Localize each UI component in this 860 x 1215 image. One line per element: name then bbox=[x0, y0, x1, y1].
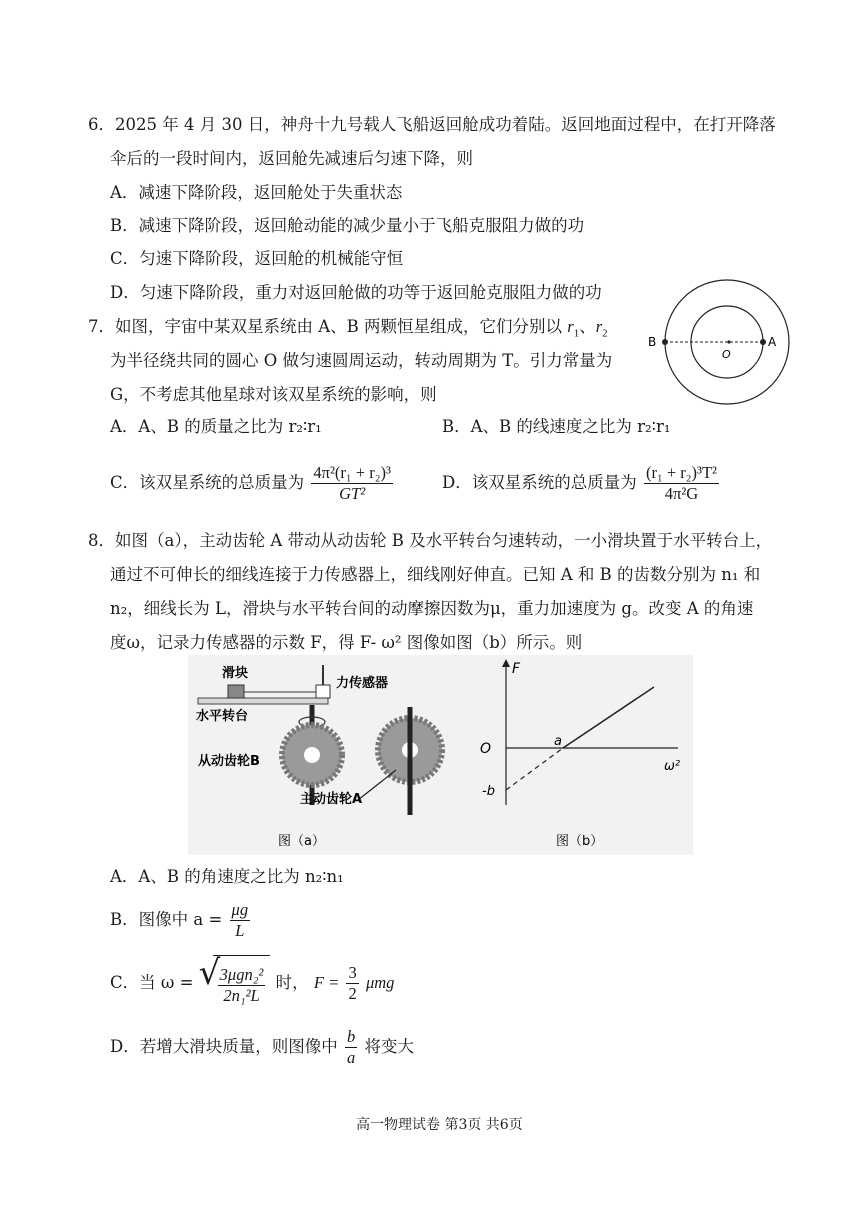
gear-a-label: 主动齿轮A bbox=[300, 792, 363, 807]
slider-block bbox=[228, 685, 244, 698]
q7-r1-sub: 1 bbox=[573, 327, 580, 340]
q8-option-b-denominator: L bbox=[235, 921, 245, 940]
q7-r1: r bbox=[567, 317, 574, 336]
orbit-center bbox=[727, 340, 730, 343]
q8-stem-line4: 度ω，记录力传感器的示数 F，得 F- ω² 图像如图（b）所示。则 bbox=[110, 633, 583, 652]
q7-option-b: B．A、B 的线速度之比为 r₂∶r₁ bbox=[442, 417, 671, 436]
caption-b: 图（b） bbox=[556, 834, 604, 849]
q7-option-c bbox=[110, 458, 395, 508]
radical-sign: √ bbox=[198, 953, 221, 993]
q6-option-c: C．匀速下降阶段，返回舱的机械能守恒 bbox=[110, 249, 404, 268]
q8-stem-line2: 通过不可伸长的细线连接于力传感器上，细线刚好伸直。已知 A 和 B 的齿数分别为 n₁ 和 bbox=[110, 565, 761, 584]
force-sensor bbox=[316, 685, 330, 698]
star-a bbox=[760, 339, 766, 345]
q7-stem-line2: 为半径绕共同的圆心 O 做匀速圆周运动，转动周期为 T。引力常量为 bbox=[110, 351, 613, 370]
q6-option-d: D．匀速下降阶段，重力对返回舱做的功等于返回舱克服阻力做的功 bbox=[110, 283, 602, 302]
q6-stem-line2: 伞后的一段时间内，返回舱先减速后匀速下降，则 bbox=[110, 149, 473, 168]
w-axis-label: ω² bbox=[664, 759, 681, 774]
q7-option-c-text: C．该双星系统的总质量为 bbox=[110, 473, 305, 492]
q8-option-b-text: B．图像中 a = bbox=[110, 910, 223, 929]
gear-b-label: 从动齿轮B bbox=[198, 754, 260, 769]
q6-option-a: A．减速下降阶段，返回舱处于失重状态 bbox=[110, 183, 403, 202]
q7-r2: r bbox=[595, 317, 603, 336]
q7-stem-line3: G，不考虑其他星球对该双星系统的影响，则 bbox=[110, 385, 437, 404]
gear-b-hub bbox=[304, 747, 320, 763]
q8-figures bbox=[188, 655, 693, 855]
q7-option-c-numerator: 4π²(r₁ + r₂)³ bbox=[313, 463, 391, 482]
q8-option-b bbox=[110, 896, 252, 944]
q7-option-d-numerator: (r₁ + r₂)³T² bbox=[645, 463, 717, 482]
q7-orbit-figure bbox=[642, 278, 792, 408]
q7-stem-text: 7．如图，宇宙中某双星系统由 A、B 两颗恒星组成，它们分别以 bbox=[88, 317, 568, 336]
q8-option-d-denominator: a bbox=[346, 1048, 356, 1067]
q8-stem-line3: n₂，细线长为 L，滑块与水平转台间的动摩擦因数为μ，重力加速度为 g。改变 A 的角速 bbox=[110, 599, 754, 618]
table-label: 水平转台 bbox=[196, 709, 249, 724]
label-o: O bbox=[722, 348, 731, 361]
q8-option-c-ffraction bbox=[346, 963, 358, 1004]
q8-option-d-numerator: b bbox=[346, 1027, 356, 1046]
q8-option-a: A．A、B 的角速度之比为 n₂∶n₁ bbox=[110, 867, 344, 886]
star-b bbox=[662, 339, 668, 345]
q8-option-d-pre: D．若增大滑块质量，则图像中 bbox=[110, 1037, 338, 1056]
q8-option-c-sqrt bbox=[199, 955, 271, 1012]
caption-a: 图（a） bbox=[278, 834, 325, 849]
q8-option-c-denominator: 2n₁²L bbox=[223, 985, 260, 1005]
q8-option-c-numerator: 3μgn₂² bbox=[219, 964, 264, 984]
sensor-label: 力传感器 bbox=[336, 676, 389, 691]
q8-option-d-fraction bbox=[345, 1027, 357, 1068]
origin-label: O bbox=[480, 741, 492, 757]
q7-sep: 、 bbox=[579, 317, 596, 336]
q8-option-b-numerator: μg bbox=[231, 900, 249, 919]
q8-option-c bbox=[110, 955, 394, 1011]
q7-option-d bbox=[442, 458, 721, 508]
q8-option-c-pre: C．当 ω = bbox=[110, 973, 194, 992]
q8-option-d-post: 将变大 bbox=[364, 1037, 414, 1056]
q6-option-b: B．减速下降阶段，返回舱动能的减少量小于飞船克服阻力做的功 bbox=[110, 216, 585, 235]
label-a: A bbox=[768, 335, 777, 349]
q8-option-b-fraction bbox=[230, 900, 251, 941]
q8-stem-line1: 8．如图（a），主动齿轮 A 带动从动齿轮 B 及水平转台匀速转动，一小滑块置于水平转台上， bbox=[88, 531, 773, 550]
label-b: B bbox=[648, 335, 657, 349]
q7-option-d-fraction bbox=[644, 463, 719, 504]
q8-option-c-fden: 2 bbox=[348, 984, 357, 1003]
f-axis-label: F bbox=[512, 661, 521, 677]
turntable bbox=[198, 698, 328, 704]
q7-option-d-denominator: 4π²G bbox=[664, 484, 699, 503]
q6-stem-line1: 6．2025 年 4 月 30 日，神舟十九号载人飞船返回舱成功着陆。返回地面过程中，在打开降落 bbox=[88, 115, 776, 134]
q7-option-d-text: D．该双星系统的总质量为 bbox=[442, 473, 637, 492]
q8-option-d bbox=[110, 1022, 414, 1072]
q8-option-c-mid: 时， bbox=[275, 973, 309, 992]
q8-option-c-f: F = bbox=[313, 973, 340, 992]
q7-stem-line1 bbox=[88, 316, 608, 344]
q8-option-c-fraction bbox=[218, 965, 266, 1006]
q7-r2-sub: 2 bbox=[602, 327, 608, 340]
q7-option-c-fraction bbox=[311, 463, 393, 504]
q7-option-a: A．A、B 的质量之比为 r₂∶r₁ bbox=[110, 417, 322, 436]
q8-option-c-tail: μmg bbox=[365, 973, 395, 992]
page-footer: 高一物理试卷 第3页 共6页 bbox=[356, 1117, 523, 1133]
q8-option-c-fnum: 3 bbox=[348, 963, 357, 982]
a-label: a bbox=[554, 734, 562, 749]
q7-option-c-denominator: GT² bbox=[339, 484, 366, 503]
minus-b-label: -b bbox=[482, 784, 495, 799]
slider-label: 滑块 bbox=[222, 666, 249, 681]
